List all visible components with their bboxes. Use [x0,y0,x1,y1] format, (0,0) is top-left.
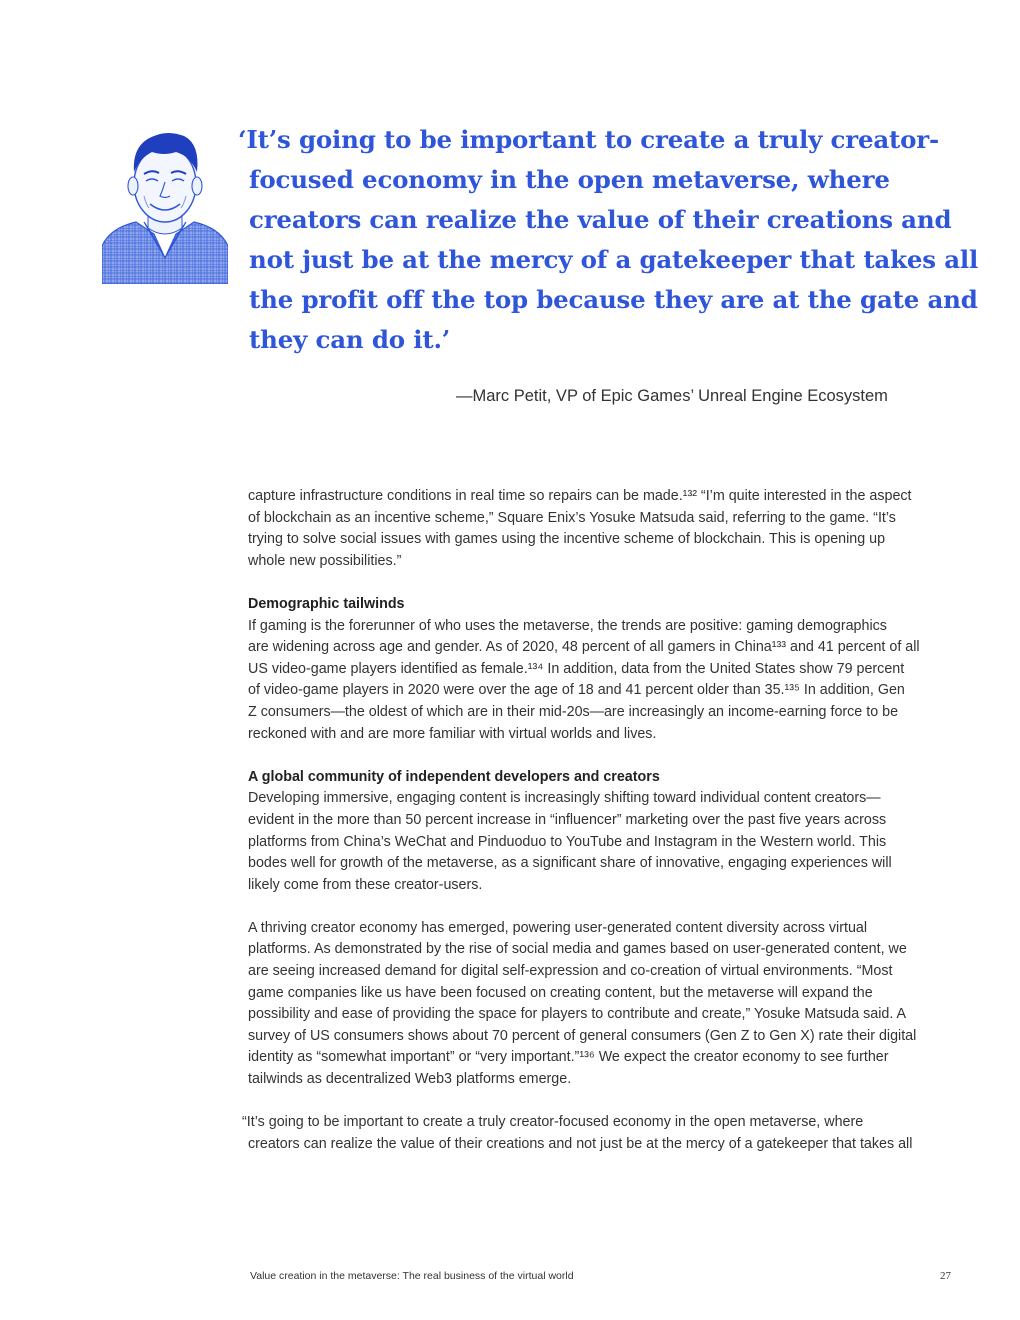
text-line: capture infrastructure conditions in real time so repairs can be made.¹³² “I’m quite interested in the aspect [248,488,912,504]
text-line: evident in the more than 50 percent increase in “influencer” marketing over the past five years across [248,811,887,828]
intro-paragraph [248,486,958,572]
footer-title: Value creation in the metaverse: The real business of the virtual world [250,1270,574,1282]
text-line: are widening across age and gender. As of 2020, 48 percent of all gamers in China¹³³ and 41 percent of all [248,639,920,656]
text-line: survey of US consumers shows about 70 percent of general consumers (Gen Z to Gen X) rate their digital [248,1027,917,1044]
pull-quote [238,120,979,360]
text-line: Developing immersive, engaging content is increasingly shifting toward individual content creators— [248,790,881,807]
creators-paragraph [248,788,958,896]
text-line: platforms from China’s WeChat and Pinduoduo to YouTube and Instagram in the Western world. This [248,833,887,850]
text-line: Z consumers—the oldest of which are in their mid-20s—are increasingly an income-earning force to be [248,703,899,720]
text-line: are seeing increased demand for digital self-expression and co-creation of virtual environments. “Most [248,963,893,980]
pull-quote-line: they can do it.’ [249,325,451,354]
text-line: of blockchain as an incentive scheme,” Square Enix’s Yosuke Matsuda said, referring to the game. “It’s [248,509,896,526]
text-line: reckoned with and are more familiar with virtual worlds and lives. [248,725,657,742]
text-line: whole new possibilities.” [248,552,402,569]
text-line: If gaming is the forerunner of who uses the metaverse, the trends are positive: gaming demographics [248,617,887,634]
page-number: 27 [940,1270,951,1282]
text-line: game companies like us have been focused on creating content, but the metaverse will expand the [248,984,873,1001]
text-line: of video-game players in 2020 were over the age of 18 and 41 percent older than 35.¹³⁵ In addition, Gen [248,682,905,699]
portrait-illustration [102,126,228,284]
creator-economy-paragraph [248,918,958,1091]
text-line: platforms. As demonstrated by the rise of social media and games based on user-generated content, we [248,941,907,958]
text-line: likely come from these creator-users. [248,876,483,893]
section-heading-creators: A global community of independent developers and creators [248,768,660,785]
text-line: “It’s going to be important to create a truly creator-focused economy in the open metaverse, where [242,1114,864,1131]
pull-quote-line: creators can realize the value of their creations and [249,205,952,234]
pull-quote-line: the profit off the top because they are at the gate and [249,285,978,314]
text-line: identity as “somewhat important” or “very important.”¹³⁶ We expect the creator economy to see further [248,1049,889,1066]
article-body [242,486,958,1177]
quote-paragraph [242,1112,958,1155]
text-line: possibility and ease of providing the space for players to contribute and create,” Yosuke Matsuda said. A [248,1006,907,1023]
pull-quote-line: not just be at the mercy of a gatekeeper that takes all [249,245,979,274]
quote-attribution: —Marc Petit, VP of Epic Games’ Unreal Engine Ecosystem [456,387,888,405]
demographics-paragraph [248,616,958,746]
text-line: US video-game players identified as female.¹³⁴ In addition, data from the United States show 79 percent [248,660,905,677]
pull-quote-line: ‘It’s going to be important to create a truly creator- [238,125,939,154]
pull-quote-line: focused economy in the open metaverse, where [249,165,890,194]
text-line: tailwinds as decentralized Web3 platforms emerge. [248,1071,572,1088]
text-line: trying to solve social issues with games using the incentive scheme of blockchain. This is opening up [248,531,886,548]
text-line: bodes well for growth of the metaverse, as a significant share of innovative, engaging experiences will [248,855,892,872]
section-heading-demographics: Demographic tailwinds [248,595,405,612]
text-line: A thriving creator economy has emerged, powering user-generated content diversity across virtual [248,919,868,936]
text-line: creators can realize the value of their creations and not just be at the mercy of a gatekeeper that takes all [248,1135,913,1152]
